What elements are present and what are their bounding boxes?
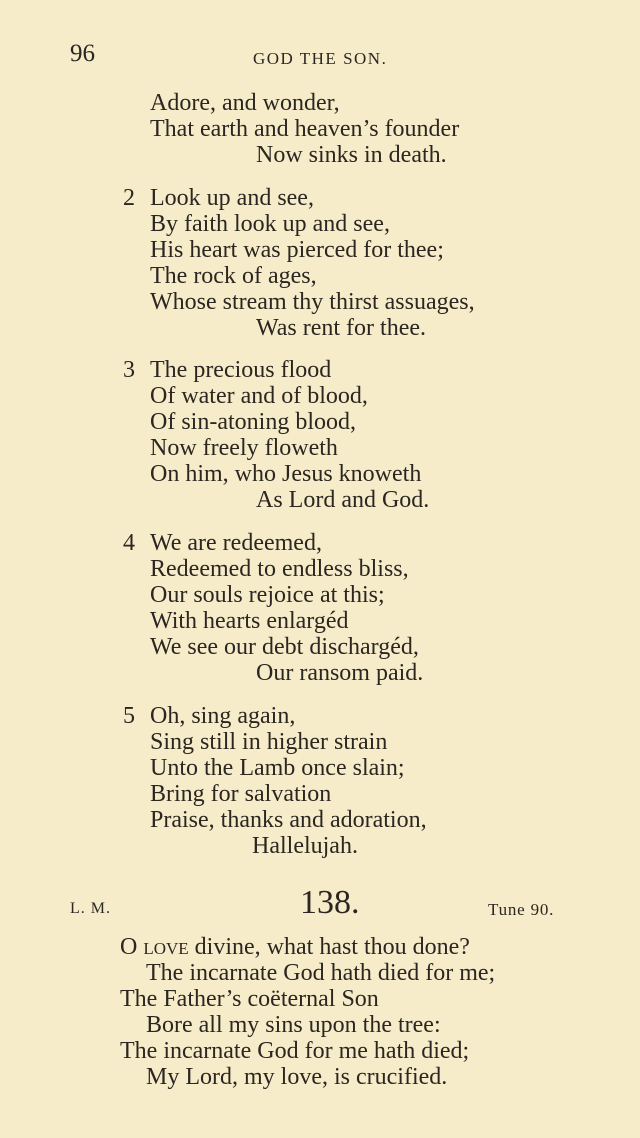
verse-line: Our souls rejoice at this; (150, 582, 385, 608)
verse-line: Whose stream thy thirst assuages, (150, 289, 475, 315)
hymn-line-rest: divine, what hast thou done? (188, 934, 470, 960)
verse-line: Our ransom paid. (256, 660, 424, 686)
page-number: 96 (70, 40, 95, 67)
verse-line: By faith look up and see, (150, 211, 390, 237)
verse-line: His heart was pierced for thee; (150, 237, 444, 263)
verse-line: Oh, sing again, (150, 703, 296, 729)
continuation-line: That earth and heaven’s founder (150, 116, 460, 142)
verse-line: Sing still in higher strain (150, 729, 388, 755)
hymn-line: The Father’s coëternal Son (120, 986, 379, 1012)
continuation-line: Now sinks in death. (256, 142, 447, 168)
hymn-initial: O (120, 934, 138, 960)
running-header: GOD THE SON. (253, 49, 388, 68)
verse-line: The rock of ages, (150, 263, 317, 289)
hymn-line: Bore all my sins upon the tree: (146, 1012, 441, 1038)
verse-line: We see our debt dischargéd, (150, 634, 419, 660)
hymn-first-word: love (143, 934, 189, 960)
verse-line: Praise, thanks and adoration, (150, 807, 427, 833)
verse-line: Unto the Lamb once slain; (150, 755, 405, 781)
verse-line: The precious flood (150, 357, 332, 383)
hymn-number: 138. (300, 884, 360, 921)
verse-line: Now freely floweth (150, 435, 338, 461)
verse-line: Hallelujah. (252, 833, 358, 859)
verse-line: Was rent for thee. (256, 315, 426, 341)
verse-number: 2 (123, 185, 135, 211)
verse-line: With hearts enlargéd (150, 608, 349, 634)
continuation-line: Adore, and wonder, (150, 90, 340, 116)
verse-number: 4 (123, 530, 135, 556)
hymn-line: The incarnate God hath died for me; (146, 960, 496, 986)
verse-line: We are redeemed, (150, 530, 322, 556)
verse-line: Bring for salvation (150, 781, 332, 807)
verse-line: Look up and see, (150, 185, 314, 211)
verse-line: As Lord and God. (256, 487, 430, 513)
hymn-tune: Tune 90. (488, 900, 555, 919)
hymn-meter: L. M. (70, 900, 111, 917)
hymn-line: The incarnate God for me hath died; (120, 1038, 470, 1064)
hymn-line: My Lord, my love, is crucified. (146, 1064, 448, 1090)
hymn-line (120, 934, 470, 960)
verse-number: 5 (123, 703, 135, 729)
verse-line: Of water and of blood, (150, 383, 368, 409)
verse-line: On him, who Jesus knoweth (150, 461, 422, 487)
verse-line: Of sin-atoning blood, (150, 409, 356, 435)
verse-line: Redeemed to endless bliss, (150, 556, 409, 582)
verse-number: 3 (123, 357, 135, 383)
